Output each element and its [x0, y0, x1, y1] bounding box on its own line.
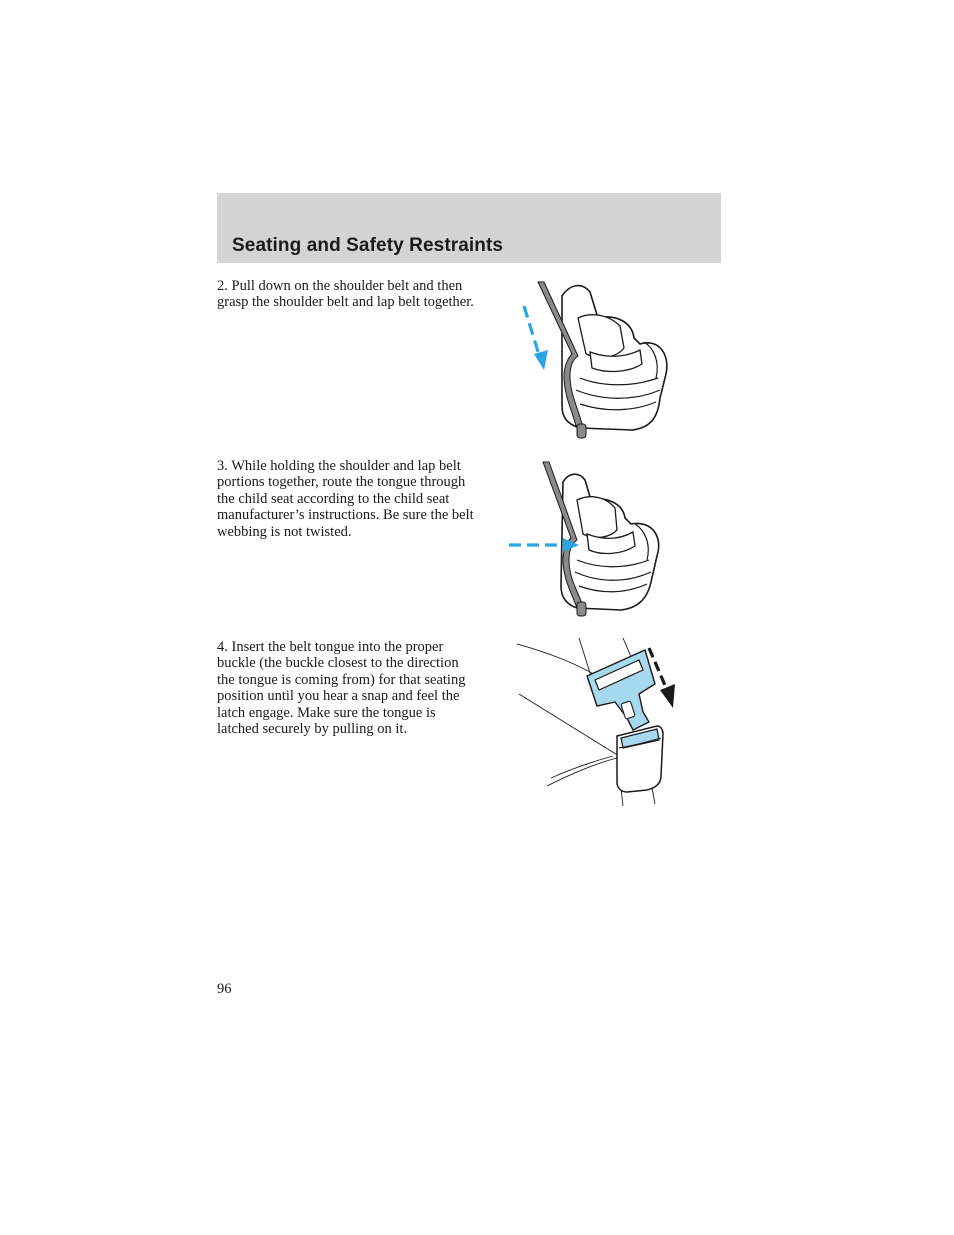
step-4-text: 4. Insert the belt tongue into the proper buckle (the buckle closest to the direction the tongue is coming from) for that seating position until you hear a snap and feel the latch engage. Make sure the tongue is latched securely by pulling on it.: [217, 639, 466, 738]
step-3-text: 3. While holding the shoulder and lap belt portions together, route the tongue through the child seat according to the child seat manufacturer’s instructions. Be sure the belt webbing is not twisted.: [217, 458, 474, 540]
section-header: [217, 193, 721, 263]
child-seat-route-tongue-illustration: [505, 460, 670, 620]
step-2-text: 2. Pull down on the shoulder belt and then grasp the shoulder belt and lap belt together.: [217, 278, 474, 311]
section-title: Seating and Safety Restraints: [232, 235, 504, 256]
buckle-insert-illustration: [517, 636, 682, 808]
child-seat-pull-belt-illustration: [520, 278, 680, 443]
page-number: 96: [217, 981, 232, 997]
